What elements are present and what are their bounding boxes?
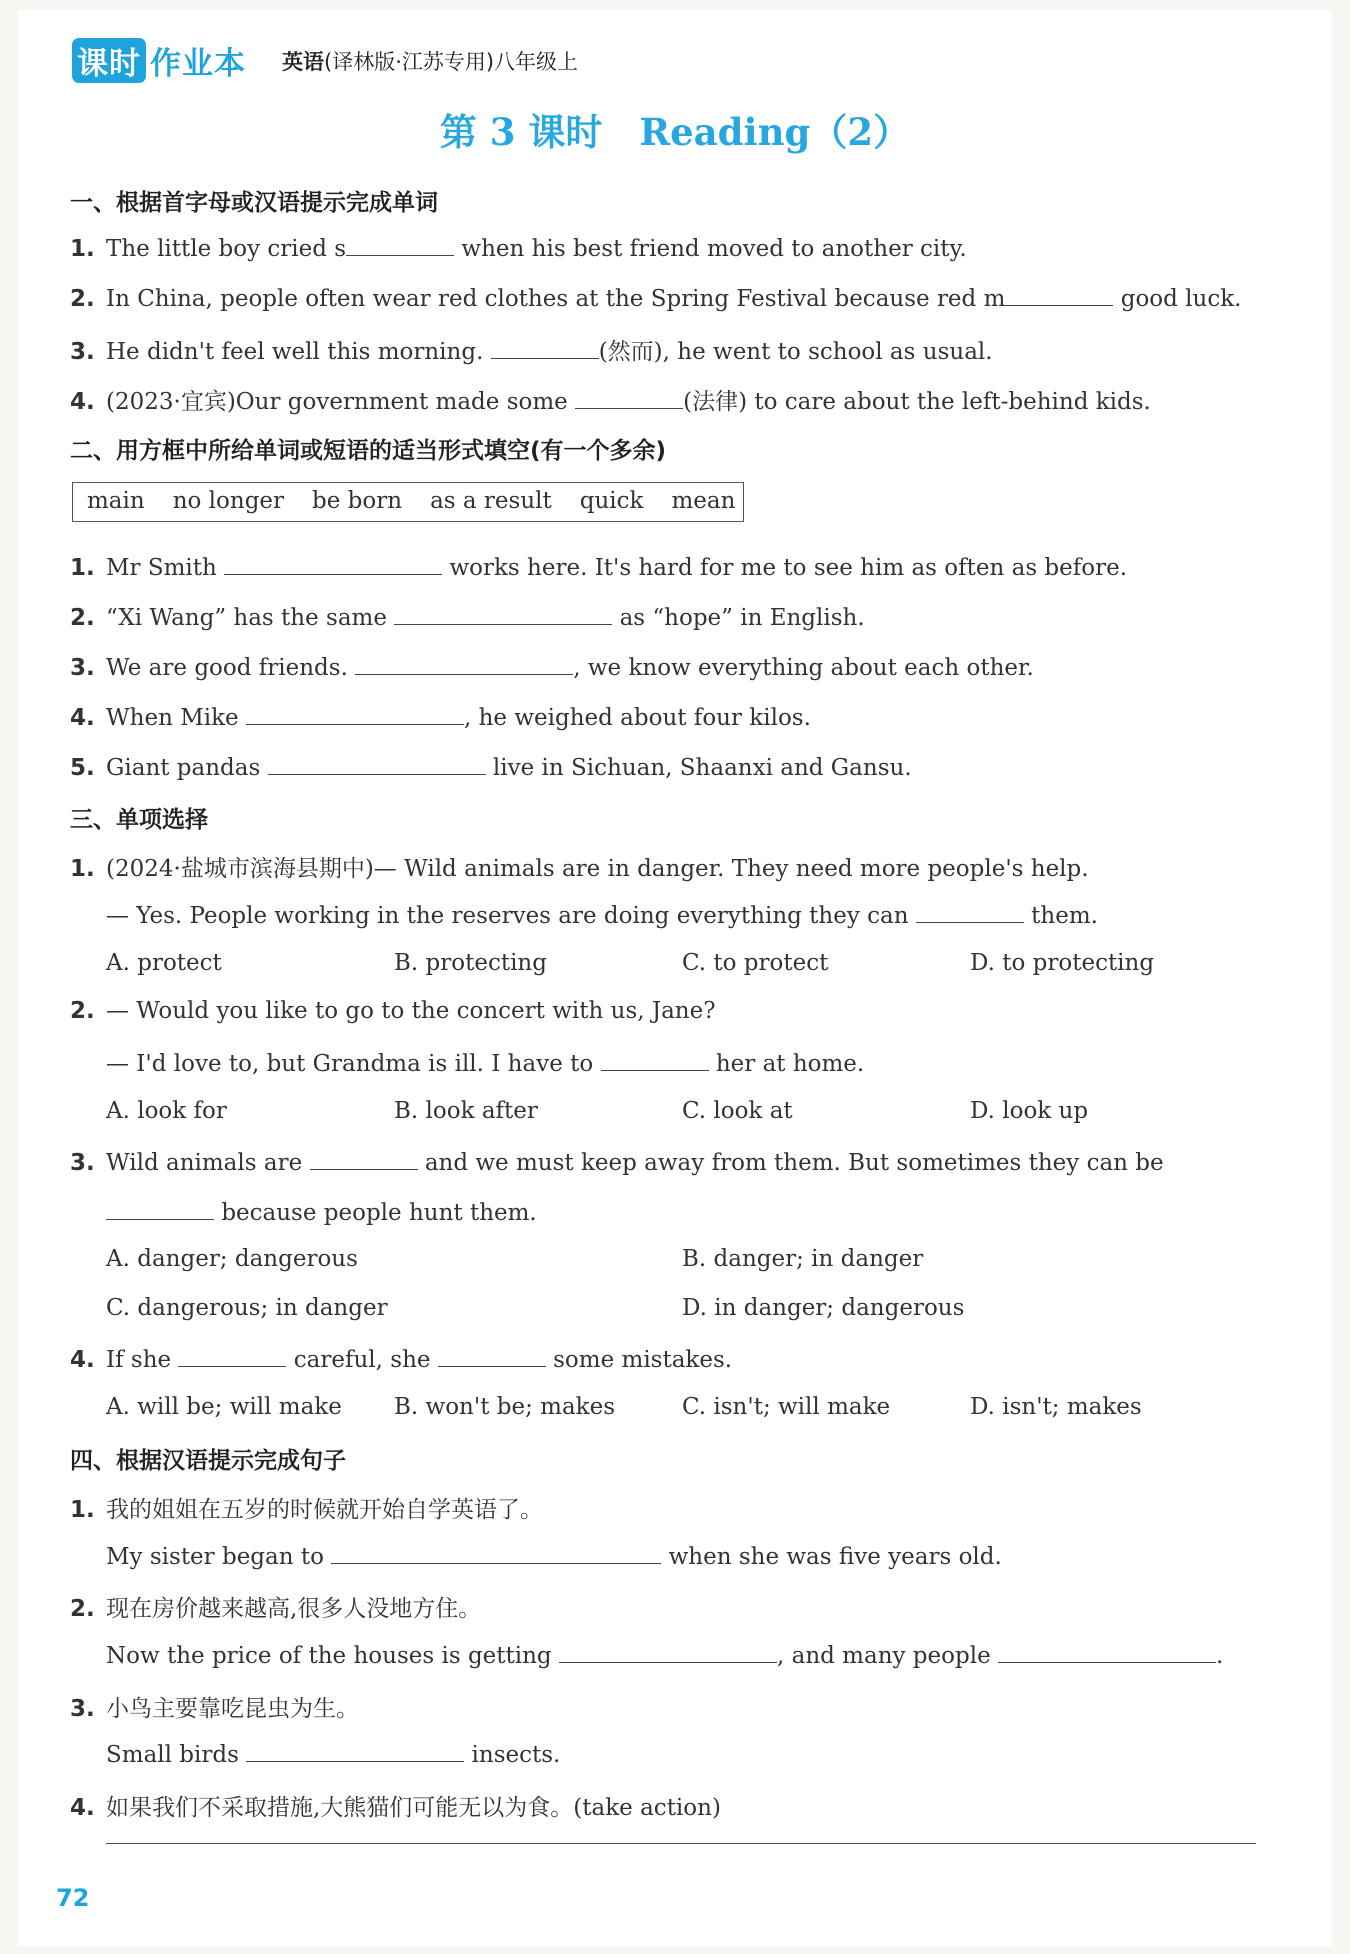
answer-blank[interactable] [178,1344,286,1367]
brand-logo: 课时 作业本 [72,38,246,83]
answer-line[interactable] [106,1843,1256,1844]
option-a[interactable]: A. look for [106,1098,227,1124]
page-number: 72 [56,1884,90,1912]
answer-blank[interactable] [246,702,464,725]
answer-blank[interactable] [438,1344,546,1367]
s2-q2: 2. “Xi Wang” has the same as “hope” in English. [70,602,865,631]
s4-q2-chinese: 2. 现在房价越来越高,很多人没地方住。 [70,1596,482,1622]
section-2-heading: 二、用方框中所给单词或短语的适当形式填空(有一个多余) [70,438,667,464]
answer-blank[interactable] [491,336,599,359]
option-d[interactable]: D. in danger; dangerous [682,1295,965,1321]
answer-blank[interactable] [224,552,442,575]
option-c[interactable]: C. isn't; will make [682,1394,891,1420]
s2-q5: 5. Giant pandas live in Sichuan, Shaanxi and Gansu. [70,752,912,781]
answer-blank[interactable] [310,1147,418,1170]
s4-q2-english: Now the price of the houses is getting , and many people . [106,1640,1223,1669]
option-a[interactable]: A. will be; will make [106,1394,342,1420]
option-b[interactable]: B. danger; in danger [682,1246,924,1272]
s4-q4-chinese: 4. 如果我们不采取措施,大熊猫们可能无以为食。(take action) [70,1795,721,1821]
word-box-item: no longer [172,488,285,514]
s3-q1-response: — Yes. People working in the reserves are doing everything they can them. [106,900,1098,929]
answer-blank[interactable] [998,1640,1216,1663]
answer-blank[interactable] [346,233,454,256]
option-c[interactable]: C. to protect [682,950,829,976]
option-a[interactable]: A. protect [106,950,222,976]
section-4-heading: 四、根据汉语提示完成句子 [70,1448,346,1474]
word-box-item: quick [579,488,644,514]
subject-line: 英语(译林版·江苏专用)八年级上 [282,50,579,74]
answer-blank[interactable] [106,1197,214,1220]
answer-blank[interactable] [268,752,486,775]
word-box-item: be born [312,488,403,514]
s1-q3: 3. He didn't feel well this morning. (然而), he went to school as usual. [70,333,993,366]
option-d[interactable]: D. look up [970,1098,1089,1124]
s4-q3-english: Small birds insects. [106,1739,560,1768]
option-d[interactable]: D. isn't; makes [970,1394,1142,1420]
option-a[interactable]: A. danger; dangerous [106,1246,358,1272]
page-title: 第 3 课时 Reading（2） [439,110,911,154]
answer-blank[interactable] [355,652,573,675]
answer-blank[interactable] [559,1640,777,1663]
option-b[interactable]: B. look after [394,1098,538,1124]
s3-q3: 3. Wild animals are and we must keep away from them. But sometimes they can be [70,1147,1164,1176]
answer-blank[interactable] [331,1541,661,1564]
answer-blank[interactable] [601,1048,709,1071]
answer-blank[interactable] [1005,283,1113,306]
option-c[interactable]: C. dangerous; in danger [106,1295,388,1321]
s3-q1: 1. (2024·盐城市滨海县期中)— Wild animals are in danger. They need more people's help. [70,856,1089,882]
option-c[interactable]: C. look at [682,1098,793,1124]
s1-q4: 4. (2023·宜宾)Our government made some (法律) to care about the left-behind kids. [70,383,1151,416]
word-box [72,482,744,522]
s3-q3-cont: because people hunt them. [106,1197,537,1226]
s3-q4: 4. If she careful, she some mistakes. [70,1344,732,1373]
option-b[interactable]: B. won't be; makes [394,1394,616,1420]
s1-q1: 1. The little boy cried s when his best friend moved to another city. [70,233,967,262]
s2-q3: 3. We are good friends. , we know everything about each other. [70,652,1034,681]
section-3-heading: 三、单项选择 [70,807,208,833]
s4-q1-english: My sister began to when she was five years old. [106,1541,1002,1570]
option-b[interactable]: B. protecting [394,950,547,976]
s3-q2-response: — I'd love to, but Grandma is ill. I have to her at home. [106,1048,864,1077]
answer-blank[interactable] [916,900,1024,923]
word-box-item: as a result [430,488,552,514]
answer-blank[interactable] [575,386,683,409]
s4-q1-chinese: 1. 我的姐姐在五岁的时候就开始自学英语了。 [70,1497,543,1523]
answer-blank[interactable] [246,1739,464,1762]
option-d[interactable]: D. to protecting [970,950,1155,976]
s2-q1: 1. Mr Smith works here. It's hard for me to see him as often as before. [70,552,1127,581]
s4-q3-chinese: 3. 小鸟主要靠吃昆虫为生。 [70,1696,359,1722]
word-box-item: main [87,488,145,514]
answer-blank[interactable] [394,602,612,625]
s3-q2: 2. — Would you like to go to the concert with us, Jane? [70,998,716,1024]
s2-q4: 4. When Mike , he weighed about four kilos. [70,702,811,731]
word-box-item: mean [671,488,736,514]
section-1-heading: 一、根据首字母或汉语提示完成单词 [70,190,438,216]
s1-q2: 2. In China, people often wear red clothes at the Spring Festival because red m good luck. [70,283,1241,312]
